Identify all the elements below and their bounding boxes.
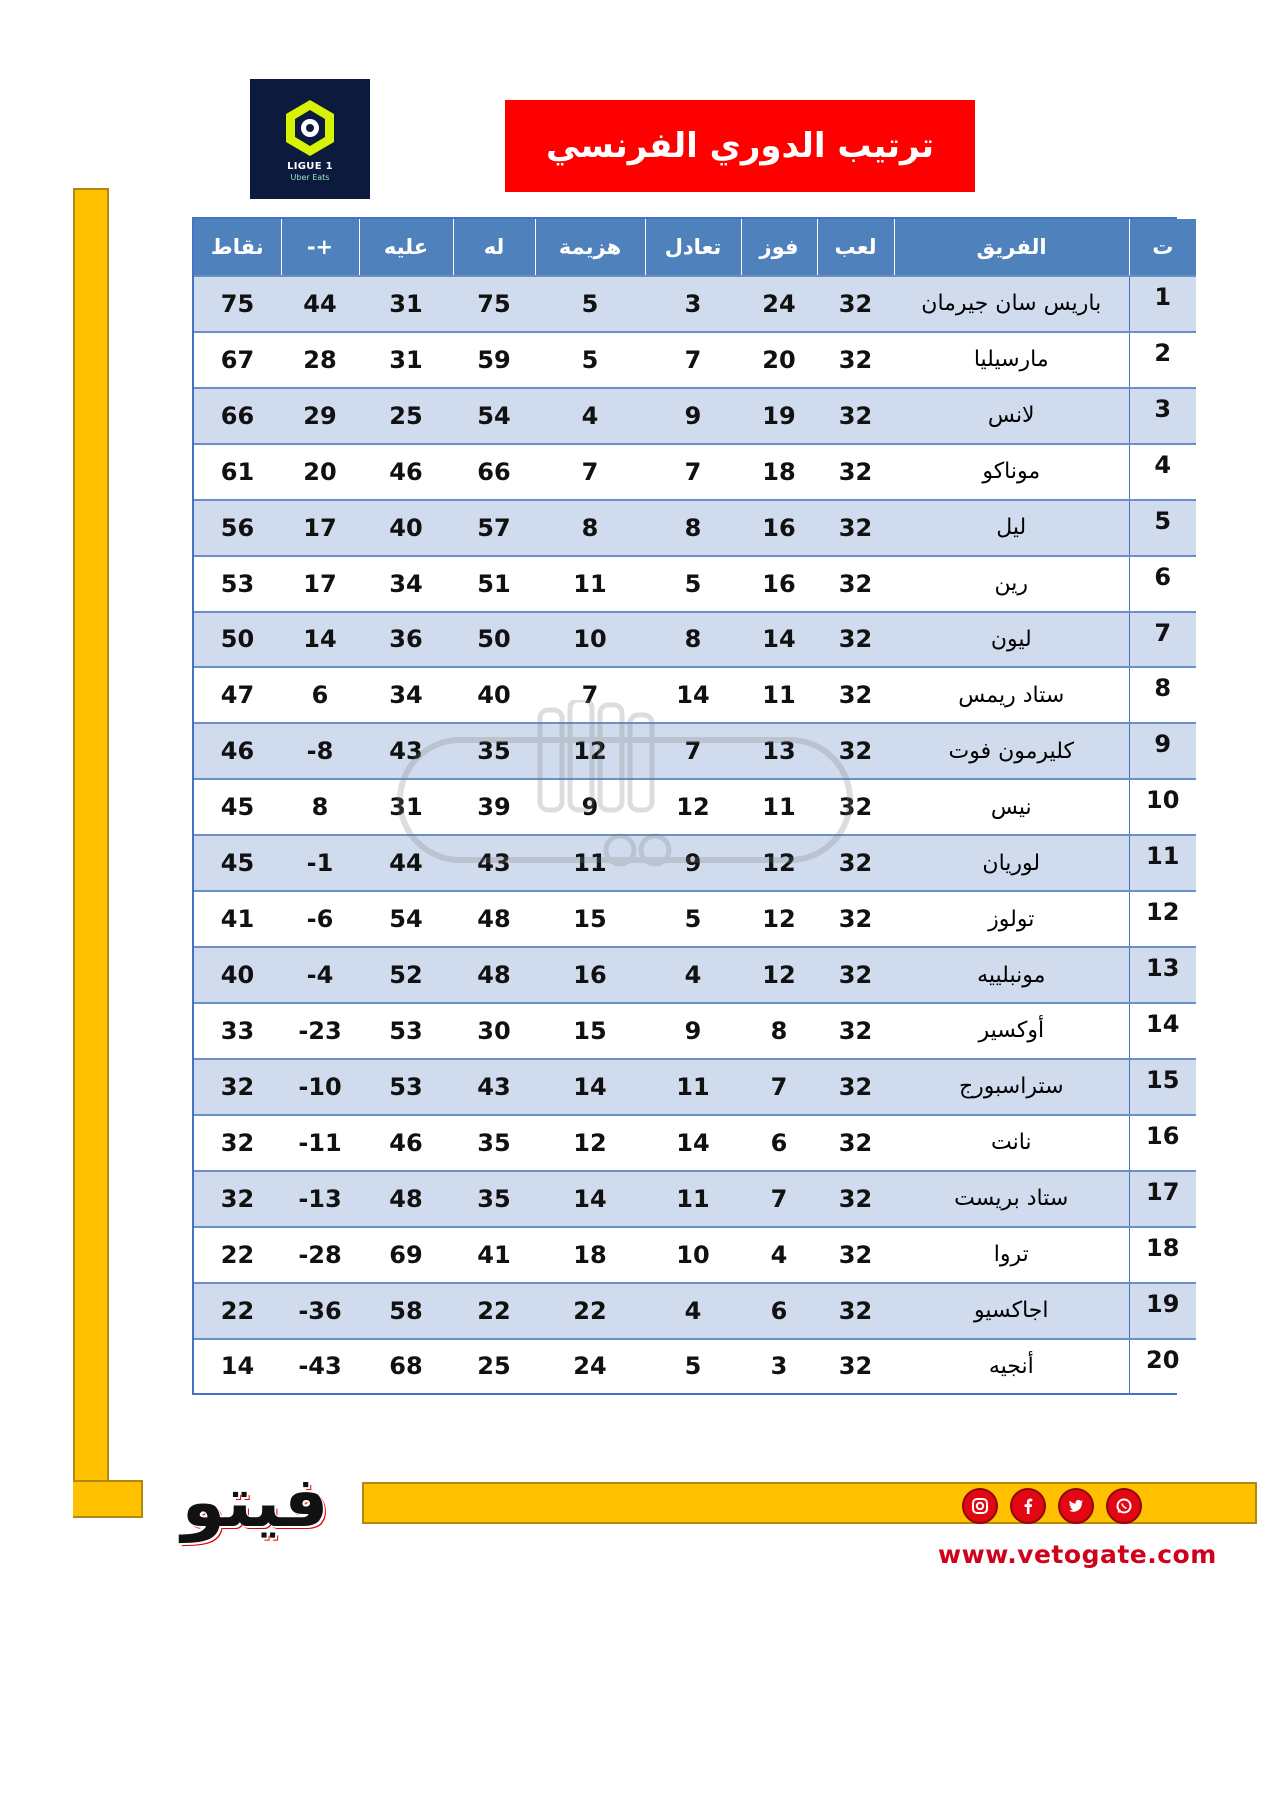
cell-played: 32 xyxy=(817,1339,894,1393)
cell-rank: 7 xyxy=(1129,612,1196,668)
cell-rank: 15 xyxy=(1129,1059,1196,1115)
table-row xyxy=(194,556,1196,612)
cell-drawn: 5 xyxy=(645,556,741,612)
cell-drawn: 7 xyxy=(645,332,741,388)
cell-drawn: 4 xyxy=(645,947,741,1003)
cell-points: 32 xyxy=(194,1115,281,1171)
cell-goal-diff: -4 xyxy=(281,947,359,1003)
yellow-frame-foot xyxy=(73,1480,143,1518)
cell-goals-for: 48 xyxy=(453,891,535,947)
cell-played: 32 xyxy=(817,779,894,835)
ligue1-logo-text: LIGUE 1 xyxy=(287,160,333,172)
cell-goal-diff: 6 xyxy=(281,667,359,723)
cell-goals-against: 53 xyxy=(359,1003,453,1059)
cell-won: 11 xyxy=(741,667,817,723)
cell-lost: 24 xyxy=(535,1339,645,1393)
cell-played: 32 xyxy=(817,388,894,444)
cell-won: 20 xyxy=(741,332,817,388)
cell-won: 8 xyxy=(741,1003,817,1059)
cell-points: 40 xyxy=(194,947,281,1003)
cell-team: أوكسير xyxy=(894,1003,1129,1059)
cell-team: ليون xyxy=(894,612,1129,668)
cell-won: 7 xyxy=(741,1059,817,1115)
cell-points: 75 xyxy=(194,276,281,332)
cell-drawn: 5 xyxy=(645,891,741,947)
table-row xyxy=(194,947,1196,1003)
cell-played: 32 xyxy=(817,556,894,612)
cell-won: 24 xyxy=(741,276,817,332)
cell-played: 32 xyxy=(817,1227,894,1283)
cell-drawn: 7 xyxy=(645,723,741,779)
cell-lost: 4 xyxy=(535,388,645,444)
cell-rank: 5 xyxy=(1129,500,1196,556)
cell-won: 18 xyxy=(741,444,817,500)
cell-goals-for: 48 xyxy=(453,947,535,1003)
cell-drawn: 8 xyxy=(645,612,741,668)
header-team: الفريق xyxy=(894,219,1129,276)
cell-played: 32 xyxy=(817,612,894,668)
facebook-icon[interactable] xyxy=(1010,1488,1046,1524)
site-url[interactable]: www.vetogate.com xyxy=(938,1540,1217,1569)
header-goals-against: عليه xyxy=(359,219,453,276)
cell-goal-diff: -28 xyxy=(281,1227,359,1283)
cell-drawn: 14 xyxy=(645,667,741,723)
cell-goals-for: 59 xyxy=(453,332,535,388)
cell-lost: 11 xyxy=(535,556,645,612)
cell-rank: 4 xyxy=(1129,444,1196,500)
cell-lost: 7 xyxy=(535,444,645,500)
cell-rank: 12 xyxy=(1129,891,1196,947)
header-drawn: تعادل xyxy=(645,219,741,276)
cell-goals-against: 46 xyxy=(359,1115,453,1171)
cell-goals-against: 31 xyxy=(359,779,453,835)
cell-team: تروا xyxy=(894,1227,1129,1283)
page-title: ترتيب الدوري الفرنسي xyxy=(546,126,934,166)
cell-team: ستاد ريمس xyxy=(894,667,1129,723)
table-row xyxy=(194,835,1196,891)
ligue1-sponsor-text: Uber Eats xyxy=(290,172,330,182)
cell-goal-diff: -43 xyxy=(281,1339,359,1393)
cell-goals-for: 40 xyxy=(453,667,535,723)
header-played: لعب xyxy=(817,219,894,276)
cell-goal-diff: -36 xyxy=(281,1283,359,1339)
cell-goals-against: 31 xyxy=(359,276,453,332)
cell-points: 50 xyxy=(194,612,281,668)
cell-goals-for: 75 xyxy=(453,276,535,332)
cell-goals-against: 40 xyxy=(359,500,453,556)
cell-drawn: 9 xyxy=(645,1003,741,1059)
cell-rank: 6 xyxy=(1129,556,1196,612)
cell-goals-for: 39 xyxy=(453,779,535,835)
cell-played: 32 xyxy=(817,444,894,500)
cell-rank: 18 xyxy=(1129,1227,1196,1283)
cell-lost: 15 xyxy=(535,1003,645,1059)
header-won: فوز xyxy=(741,219,817,276)
cell-goals-against: 25 xyxy=(359,388,453,444)
cell-goals-for: 57 xyxy=(453,500,535,556)
cell-goals-against: 44 xyxy=(359,835,453,891)
instagram-icon[interactable] xyxy=(962,1488,998,1524)
cell-played: 32 xyxy=(817,891,894,947)
cell-goal-diff: -1 xyxy=(281,835,359,891)
cell-played: 32 xyxy=(817,500,894,556)
ligue1-mark-icon xyxy=(279,97,341,159)
cell-played: 32 xyxy=(817,835,894,891)
cell-goals-for: 41 xyxy=(453,1227,535,1283)
cell-drawn: 9 xyxy=(645,835,741,891)
cell-points: 22 xyxy=(194,1227,281,1283)
cell-goals-against: 43 xyxy=(359,723,453,779)
cell-team: ستاد بريست xyxy=(894,1171,1129,1227)
cell-team: ستراسبورج xyxy=(894,1059,1129,1115)
table-row xyxy=(194,276,1196,332)
cell-drawn: 14 xyxy=(645,1115,741,1171)
cell-played: 32 xyxy=(817,1003,894,1059)
cell-goal-diff: 17 xyxy=(281,556,359,612)
cell-goals-for: 35 xyxy=(453,1171,535,1227)
cell-won: 6 xyxy=(741,1115,817,1171)
yellow-frame-vertical xyxy=(73,188,109,1518)
cell-team: ليل xyxy=(894,500,1129,556)
cell-goal-diff: 17 xyxy=(281,500,359,556)
cell-goal-diff: -10 xyxy=(281,1059,359,1115)
cell-rank: 2 xyxy=(1129,332,1196,388)
cell-goals-for: 30 xyxy=(453,1003,535,1059)
table-row xyxy=(194,612,1196,668)
cell-lost: 8 xyxy=(535,500,645,556)
cell-points: 41 xyxy=(194,891,281,947)
cell-goal-diff: 29 xyxy=(281,388,359,444)
cell-played: 32 xyxy=(817,667,894,723)
cell-goals-against: 31 xyxy=(359,332,453,388)
cell-rank: 10 xyxy=(1129,779,1196,835)
cell-goal-diff: -6 xyxy=(281,891,359,947)
standings-table xyxy=(192,217,1180,1395)
cell-goals-against: 68 xyxy=(359,1339,453,1393)
table-row xyxy=(194,388,1196,444)
cell-lost: 11 xyxy=(535,835,645,891)
cell-won: 14 xyxy=(741,612,817,668)
cell-rank: 3 xyxy=(1129,388,1196,444)
table-row xyxy=(194,1059,1196,1115)
cell-goal-diff: -23 xyxy=(281,1003,359,1059)
cell-goals-for: 35 xyxy=(453,723,535,779)
cell-points: 61 xyxy=(194,444,281,500)
cell-rank: 20 xyxy=(1129,1339,1196,1393)
cell-points: 53 xyxy=(194,556,281,612)
cell-goals-against: 34 xyxy=(359,667,453,723)
cell-team: أنجيه xyxy=(894,1339,1129,1393)
cell-team: نانت xyxy=(894,1115,1129,1171)
cell-goals-against: 53 xyxy=(359,1059,453,1115)
cell-goals-for: 51 xyxy=(453,556,535,612)
cell-goals-for: 35 xyxy=(453,1115,535,1171)
cell-points: 45 xyxy=(194,835,281,891)
cell-won: 12 xyxy=(741,835,817,891)
cell-lost: 7 xyxy=(535,667,645,723)
cell-goal-diff: 28 xyxy=(281,332,359,388)
cell-lost: 10 xyxy=(535,612,645,668)
table-row xyxy=(194,500,1196,556)
cell-played: 32 xyxy=(817,1059,894,1115)
header-goal-diff: -+ xyxy=(281,219,359,276)
cell-goals-for: 22 xyxy=(453,1283,535,1339)
cell-team: مونبلييه xyxy=(894,947,1129,1003)
twitter-icon[interactable] xyxy=(1058,1488,1094,1524)
cell-played: 32 xyxy=(817,1171,894,1227)
cell-points: 32 xyxy=(194,1059,281,1115)
cell-goals-for: 66 xyxy=(453,444,535,500)
cell-goals-for: 43 xyxy=(453,835,535,891)
cell-points: 56 xyxy=(194,500,281,556)
cell-lost: 5 xyxy=(535,276,645,332)
cell-lost: 5 xyxy=(535,332,645,388)
cell-goals-for: 25 xyxy=(453,1339,535,1393)
table-row xyxy=(194,444,1196,500)
table-row xyxy=(194,1339,1196,1393)
cell-drawn: 5 xyxy=(645,1339,741,1393)
cell-points: 46 xyxy=(194,723,281,779)
cell-goal-diff: -8 xyxy=(281,723,359,779)
cell-team: مارسيليا xyxy=(894,332,1129,388)
cell-points: 45 xyxy=(194,779,281,835)
site-logo: فيتو xyxy=(181,1461,329,1543)
cell-team: رين xyxy=(894,556,1129,612)
whatsapp-icon[interactable] xyxy=(1106,1488,1142,1524)
cell-rank: 1 xyxy=(1129,276,1196,332)
cell-goal-diff: -13 xyxy=(281,1171,359,1227)
title-banner xyxy=(505,100,975,192)
cell-goal-diff: 8 xyxy=(281,779,359,835)
cell-lost: 14 xyxy=(535,1059,645,1115)
cell-drawn: 11 xyxy=(645,1059,741,1115)
cell-won: 3 xyxy=(741,1339,817,1393)
cell-played: 32 xyxy=(817,947,894,1003)
cell-drawn: 7 xyxy=(645,444,741,500)
cell-rank: 17 xyxy=(1129,1171,1196,1227)
cell-goal-diff: 20 xyxy=(281,444,359,500)
cell-rank: 16 xyxy=(1129,1115,1196,1171)
cell-goals-for: 43 xyxy=(453,1059,535,1115)
cell-won: 12 xyxy=(741,891,817,947)
cell-team: نيس xyxy=(894,779,1129,835)
cell-played: 32 xyxy=(817,276,894,332)
cell-won: 13 xyxy=(741,723,817,779)
cell-won: 4 xyxy=(741,1227,817,1283)
cell-lost: 22 xyxy=(535,1283,645,1339)
cell-goals-against: 54 xyxy=(359,891,453,947)
cell-team: لوريان xyxy=(894,835,1129,891)
cell-won: 11 xyxy=(741,779,817,835)
table-row xyxy=(194,1003,1196,1059)
cell-points: 33 xyxy=(194,1003,281,1059)
cell-points: 66 xyxy=(194,388,281,444)
cell-drawn: 10 xyxy=(645,1227,741,1283)
cell-goal-diff: 44 xyxy=(281,276,359,332)
header-goals-for: له xyxy=(453,219,535,276)
table-row xyxy=(194,1171,1196,1227)
cell-rank: 14 xyxy=(1129,1003,1196,1059)
social-icons xyxy=(962,1488,1142,1524)
cell-played: 32 xyxy=(817,1283,894,1339)
cell-lost: 15 xyxy=(535,891,645,947)
header-lost: هزيمة xyxy=(535,219,645,276)
cell-won: 19 xyxy=(741,388,817,444)
cell-team: موناكو xyxy=(894,444,1129,500)
cell-team: لانس xyxy=(894,388,1129,444)
cell-drawn: 8 xyxy=(645,500,741,556)
cell-points: 22 xyxy=(194,1283,281,1339)
table-row xyxy=(194,1283,1196,1339)
cell-team: كليرمون فوت xyxy=(894,723,1129,779)
cell-goals-for: 54 xyxy=(453,388,535,444)
cell-goals-for: 50 xyxy=(453,612,535,668)
cell-played: 32 xyxy=(817,332,894,388)
table-row xyxy=(194,1227,1196,1283)
cell-goal-diff: -11 xyxy=(281,1115,359,1171)
table-row xyxy=(194,891,1196,947)
cell-goal-diff: 14 xyxy=(281,612,359,668)
cell-points: 14 xyxy=(194,1339,281,1393)
cell-rank: 9 xyxy=(1129,723,1196,779)
cell-played: 32 xyxy=(817,1115,894,1171)
cell-team: باريس سان جيرمان xyxy=(894,276,1129,332)
cell-goals-against: 36 xyxy=(359,612,453,668)
cell-won: 12 xyxy=(741,947,817,1003)
cell-points: 67 xyxy=(194,332,281,388)
cell-goals-against: 58 xyxy=(359,1283,453,1339)
cell-played: 32 xyxy=(817,723,894,779)
table-row xyxy=(194,667,1196,723)
cell-drawn: 11 xyxy=(645,1171,741,1227)
table-row xyxy=(194,723,1196,779)
cell-goals-against: 34 xyxy=(359,556,453,612)
cell-rank: 8 xyxy=(1129,667,1196,723)
cell-lost: 14 xyxy=(535,1171,645,1227)
cell-goals-against: 52 xyxy=(359,947,453,1003)
header-points: نقاط xyxy=(194,219,281,276)
cell-lost: 18 xyxy=(535,1227,645,1283)
ligue1-logo xyxy=(250,79,370,199)
cell-goals-against: 46 xyxy=(359,444,453,500)
cell-points: 47 xyxy=(194,667,281,723)
table-row xyxy=(194,1115,1196,1171)
cell-goals-against: 69 xyxy=(359,1227,453,1283)
cell-rank: 11 xyxy=(1129,835,1196,891)
cell-won: 7 xyxy=(741,1171,817,1227)
cell-drawn: 3 xyxy=(645,276,741,332)
cell-lost: 16 xyxy=(535,947,645,1003)
table-row xyxy=(194,332,1196,388)
cell-points: 32 xyxy=(194,1171,281,1227)
cell-lost: 9 xyxy=(535,779,645,835)
cell-lost: 12 xyxy=(535,1115,645,1171)
header-rank: ت xyxy=(1129,219,1196,276)
cell-team: اجاكسيو xyxy=(894,1283,1129,1339)
table-header-row xyxy=(194,219,1196,276)
cell-rank: 13 xyxy=(1129,947,1196,1003)
cell-goals-against: 48 xyxy=(359,1171,453,1227)
cell-drawn: 4 xyxy=(645,1283,741,1339)
table-row xyxy=(194,779,1196,835)
cell-won: 16 xyxy=(741,556,817,612)
cell-lost: 12 xyxy=(535,723,645,779)
cell-won: 6 xyxy=(741,1283,817,1339)
cell-drawn: 12 xyxy=(645,779,741,835)
cell-rank: 19 xyxy=(1129,1283,1196,1339)
cell-team: تولوز xyxy=(894,891,1129,947)
cell-won: 16 xyxy=(741,500,817,556)
cell-drawn: 9 xyxy=(645,388,741,444)
